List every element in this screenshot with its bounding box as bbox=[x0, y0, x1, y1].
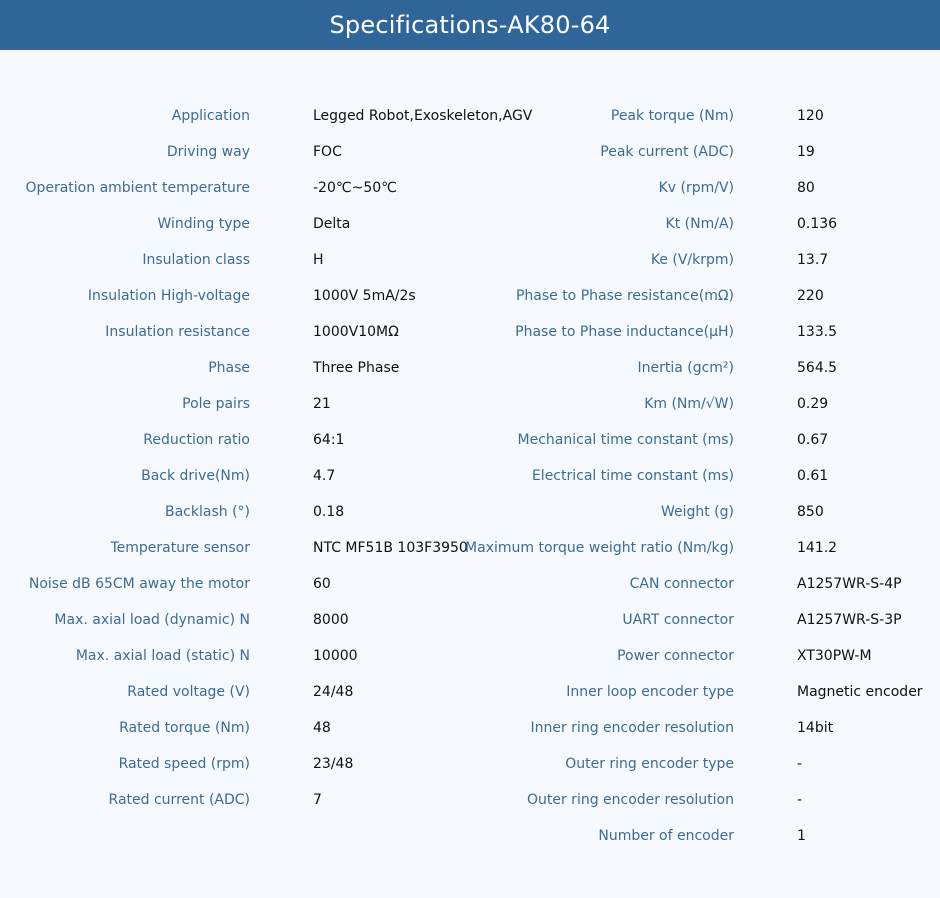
spec-row bbox=[0, 494, 940, 530]
spec-row bbox=[0, 314, 940, 350]
spec-label: Phase to Phase inductance(μH) bbox=[515, 324, 734, 340]
spec-label: Rated torque (Nm) bbox=[119, 720, 250, 736]
spec-value: 24/48 bbox=[313, 684, 354, 700]
spec-value: 0.18 bbox=[313, 504, 345, 520]
spec-label: Insulation resistance bbox=[105, 324, 250, 340]
spec-label: Reduction ratio bbox=[143, 432, 250, 448]
page-title: Specifications-AK80-64 bbox=[329, 11, 611, 39]
spec-value: 23/48 bbox=[313, 756, 354, 772]
spec-row bbox=[0, 170, 940, 206]
spec-value: 0.61 bbox=[797, 468, 829, 484]
spec-value: NTC MF51B 103F3950 bbox=[313, 540, 468, 556]
spec-label: Driving way bbox=[166, 144, 250, 160]
spec-label: Max. axial load (static) N bbox=[75, 648, 250, 664]
spec-label: Max. axial load (dynamic) N bbox=[54, 612, 250, 628]
spec-label: Noise dB 65CM away the motor bbox=[28, 576, 250, 592]
spec-label: Inner ring encoder resolution bbox=[530, 720, 734, 736]
spec-value: 48 bbox=[313, 720, 331, 736]
spec-value: 141.2 bbox=[797, 540, 838, 556]
spec-label: CAN connector bbox=[629, 576, 734, 592]
spec-label: Rated voltage (V) bbox=[127, 684, 250, 700]
spec-label: Weight (g) bbox=[660, 504, 734, 520]
spec-value: Delta bbox=[313, 216, 351, 232]
spec-label: Operation ambient temperature bbox=[25, 180, 250, 196]
spec-value: 60 bbox=[313, 576, 331, 592]
spec-label: Rated current (ADC) bbox=[108, 792, 250, 808]
spec-value: Three Phase bbox=[313, 360, 400, 376]
spec-value: 21 bbox=[313, 396, 331, 412]
spec-label: Power connector bbox=[617, 648, 734, 664]
spec-value: - bbox=[797, 756, 803, 772]
spec-value: 133.5 bbox=[797, 324, 838, 340]
spec-label: Temperature sensor bbox=[110, 540, 250, 556]
spec-value: Legged Robot,Exoskeleton,AGV bbox=[313, 108, 533, 124]
spec-label: Kt (Nm/A) bbox=[665, 216, 734, 232]
spec-row bbox=[0, 242, 940, 278]
spec-label: Inertia (gcm²) bbox=[637, 360, 734, 376]
spec-row bbox=[0, 566, 940, 602]
spec-value: 220 bbox=[797, 288, 824, 304]
spec-label: Insulation class bbox=[142, 252, 250, 268]
spec-row bbox=[0, 422, 940, 458]
spec-row bbox=[0, 134, 940, 170]
spec-label: Mechanical time constant (ms) bbox=[517, 432, 734, 448]
spec-row bbox=[0, 638, 940, 674]
spec-value: 120 bbox=[797, 108, 824, 124]
spec-label: Winding type bbox=[157, 216, 250, 232]
spec-label: Back drive(Nm) bbox=[141, 468, 250, 484]
spec-row bbox=[0, 206, 940, 242]
spec-value: 10000 bbox=[313, 648, 358, 664]
spec-row bbox=[0, 530, 940, 566]
spec-value: Magnetic encoder bbox=[797, 684, 923, 700]
spec-value: H bbox=[313, 252, 324, 268]
spec-label: Outer ring encoder resolution bbox=[526, 792, 734, 808]
spec-label: Phase to Phase resistance(mΩ) bbox=[515, 288, 734, 304]
spec-value: 1 bbox=[797, 828, 806, 844]
spec-value: FOC bbox=[313, 144, 342, 160]
spec-row bbox=[0, 782, 940, 818]
spec-label: Insulation High-voltage bbox=[87, 288, 250, 304]
spec-label: Ke (V/krpm) bbox=[650, 252, 734, 268]
spec-row bbox=[0, 710, 940, 746]
spec-value: 4.7 bbox=[313, 468, 336, 484]
spec-row bbox=[0, 674, 940, 710]
spec-row bbox=[0, 350, 940, 386]
spec-label: UART connector bbox=[622, 612, 734, 628]
spec-value: 850 bbox=[797, 504, 824, 520]
spec-label: Electrical time constant (ms) bbox=[531, 468, 734, 484]
spec-value: 80 bbox=[797, 180, 815, 196]
spec-value: 7 bbox=[313, 792, 322, 808]
spec-label: Application bbox=[171, 108, 250, 124]
spec-value: 64:1 bbox=[313, 432, 345, 448]
spec-value: 0.29 bbox=[797, 396, 829, 412]
spec-label: Maximum torque weight ratio (Nm/kg) bbox=[465, 540, 734, 556]
spec-label: Phase bbox=[208, 360, 250, 376]
specifications-table bbox=[0, 98, 940, 854]
spec-label: Backlash (°) bbox=[165, 504, 250, 520]
spec-value: XT30PW-M bbox=[797, 648, 872, 664]
spec-value: 14bit bbox=[797, 720, 834, 736]
spec-value: 19 bbox=[797, 144, 815, 160]
spec-label: Number of encoder bbox=[598, 828, 734, 844]
spec-value: - bbox=[797, 792, 803, 808]
spec-label: Pole pairs bbox=[182, 396, 250, 412]
spec-label: Km (Nm/√W) bbox=[644, 396, 734, 412]
spec-row bbox=[0, 386, 940, 422]
spec-value: 1000V10MΩ bbox=[313, 324, 399, 340]
spec-value: 13.7 bbox=[797, 252, 829, 268]
spec-value: -20℃~50℃ bbox=[313, 180, 397, 196]
spec-value: 564.5 bbox=[797, 360, 838, 376]
spec-label: Kv (rpm/V) bbox=[658, 180, 734, 196]
spec-row bbox=[0, 746, 940, 782]
spec-value: 0.67 bbox=[797, 432, 829, 448]
page-header bbox=[0, 0, 940, 50]
spec-label: Peak torque (Nm) bbox=[610, 108, 734, 124]
spec-row bbox=[0, 98, 940, 134]
spec-label: Peak current (ADC) bbox=[600, 144, 734, 160]
spec-value: 8000 bbox=[313, 612, 349, 628]
spec-label: Outer ring encoder type bbox=[565, 756, 734, 772]
spec-value: A1257WR-S-3P bbox=[797, 612, 902, 628]
spec-row bbox=[0, 458, 940, 494]
spec-value: 0.136 bbox=[797, 216, 838, 232]
spec-label: Rated speed (rpm) bbox=[118, 756, 250, 772]
spec-value: A1257WR-S-4P bbox=[797, 576, 902, 592]
spec-row bbox=[0, 602, 940, 638]
spec-row bbox=[0, 278, 940, 314]
spec-row bbox=[0, 818, 940, 854]
spec-value: 1000V 5mA/2s bbox=[313, 288, 416, 304]
spec-label: Inner loop encoder type bbox=[566, 684, 734, 700]
